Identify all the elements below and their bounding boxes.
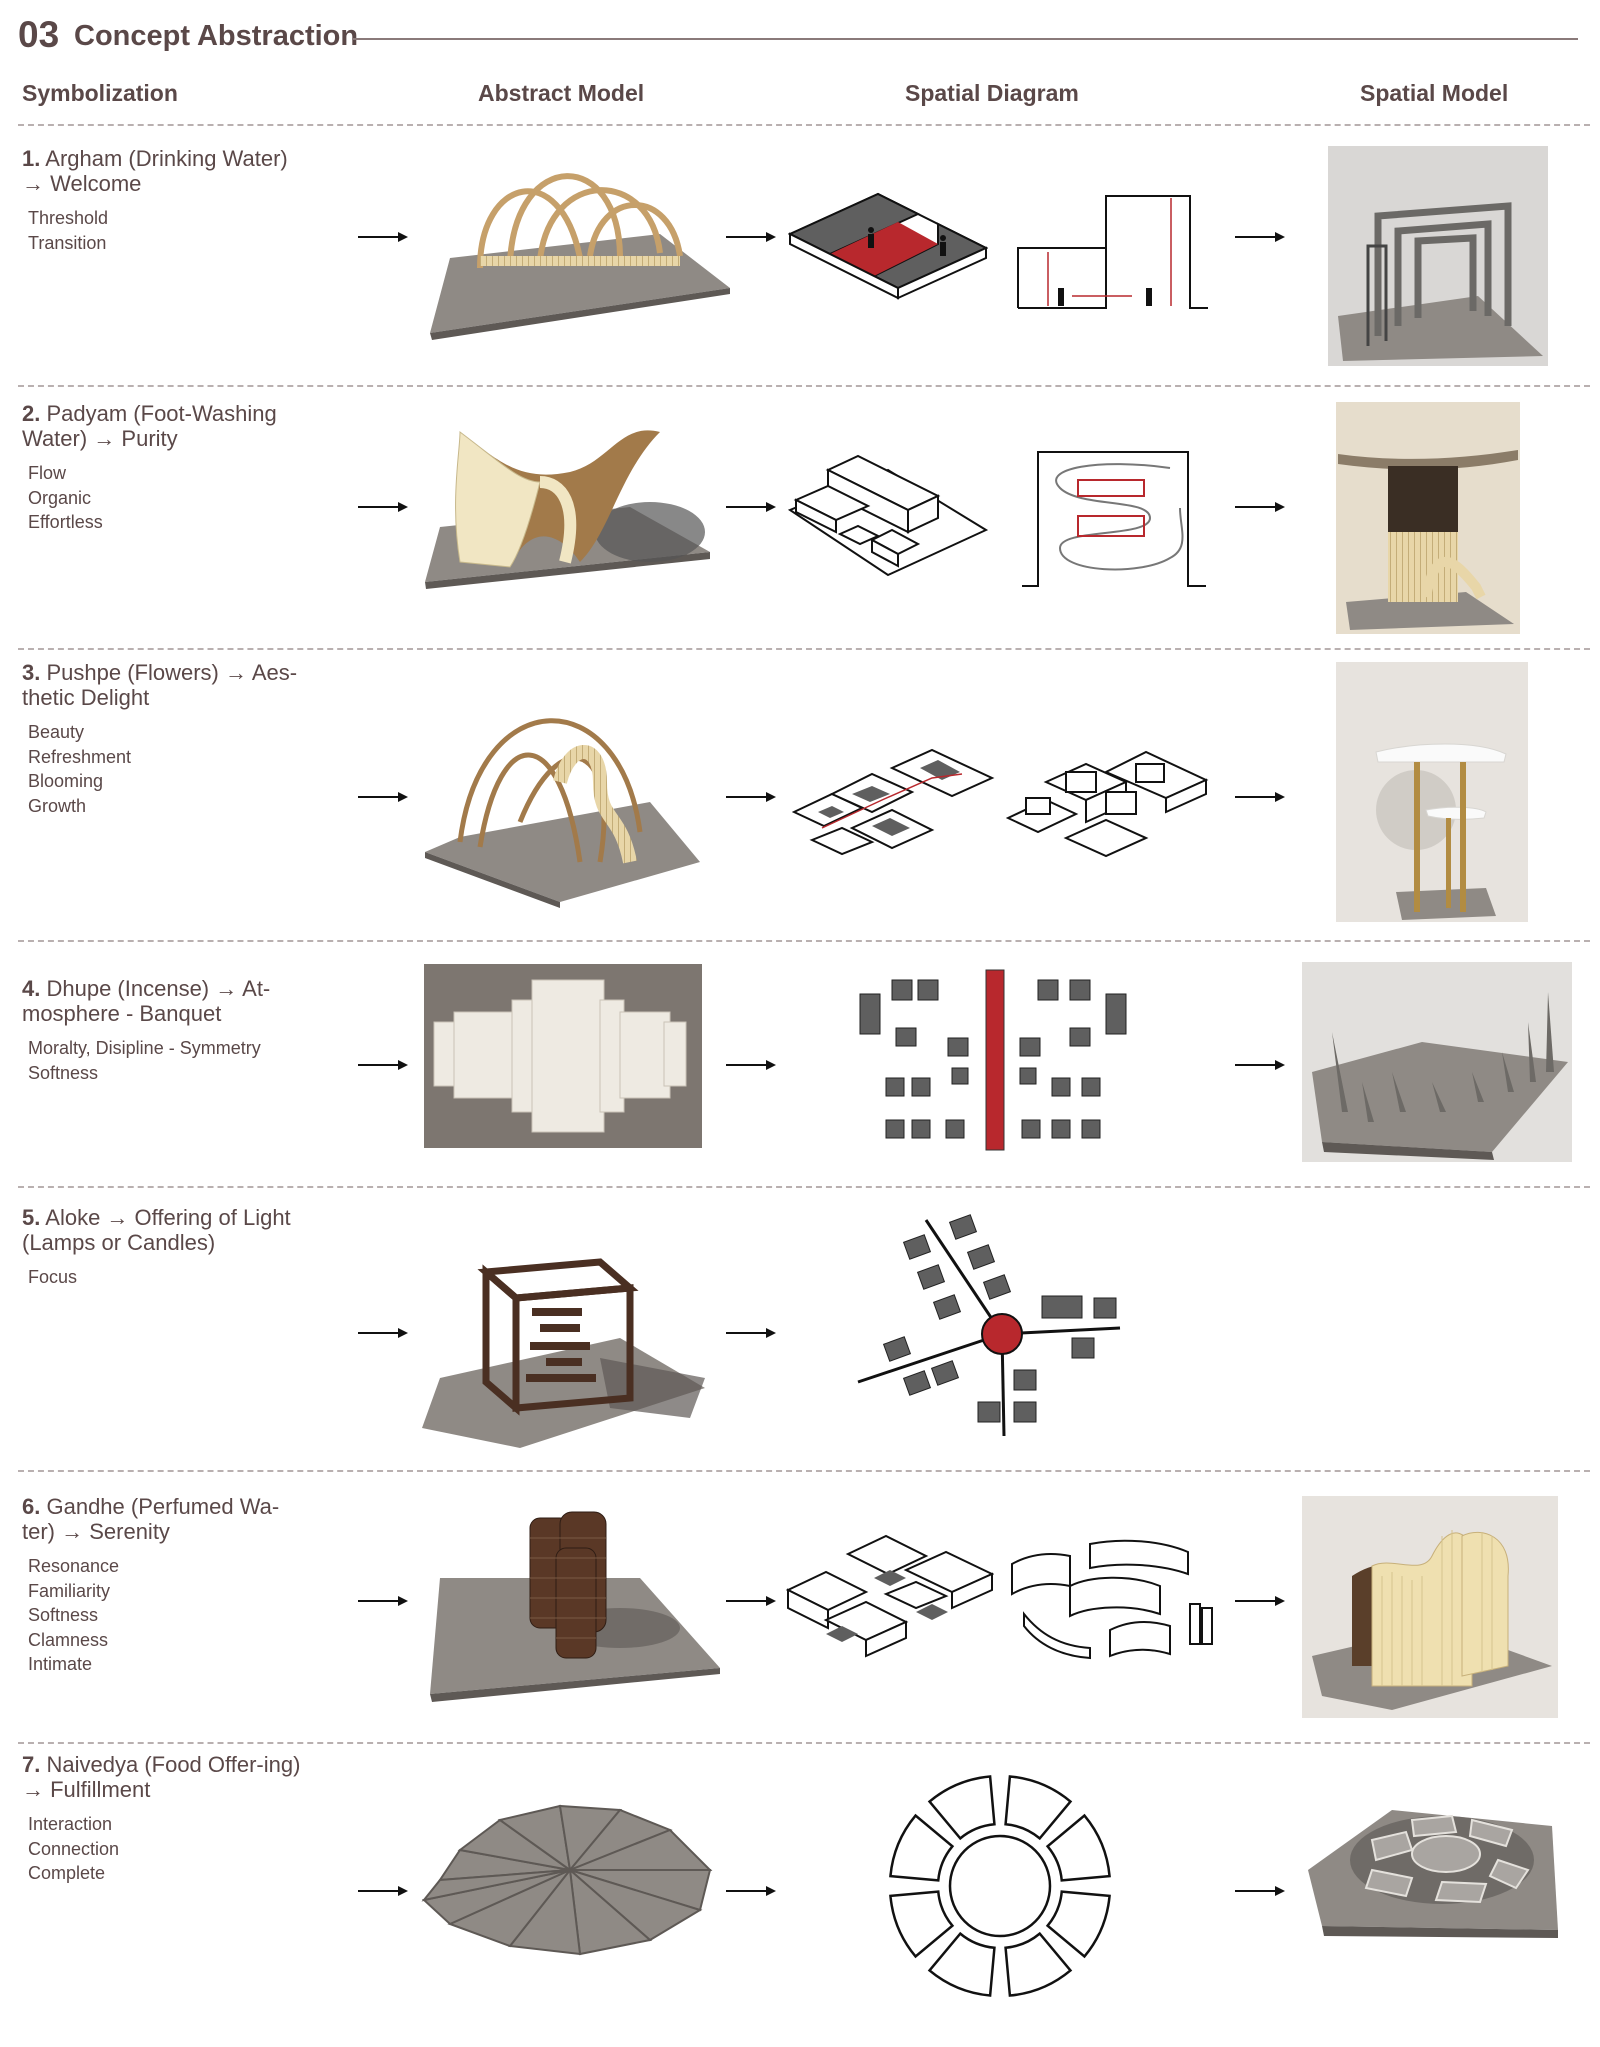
spatial-diagram-iso — [786, 1534, 994, 1664]
abstract-model-image — [420, 1508, 730, 1708]
spatial-model-photo — [1336, 402, 1520, 634]
row-number: 7. — [22, 1752, 41, 1777]
abstract-model-image — [420, 662, 720, 910]
row-tag: Organic — [28, 487, 92, 508]
arrow-icon — [358, 1326, 408, 1340]
row-tag: Growth — [28, 795, 87, 816]
spatial-model-photo — [1336, 662, 1528, 922]
spatial-model-photo — [1328, 146, 1548, 366]
arrow-icon — [726, 790, 776, 804]
header-rule — [352, 38, 1578, 40]
spatial-diagram-section — [1016, 192, 1211, 312]
divider — [18, 1470, 1590, 1472]
arrow-icon — [726, 1058, 776, 1072]
row-tag: Softness — [28, 1062, 99, 1083]
row-tag: Resonance — [28, 1556, 120, 1576]
row-tag: Refreshment — [28, 746, 132, 767]
row-tag: Clamness — [28, 1629, 109, 1650]
row-6-label — [22, 1494, 312, 1677]
spatial-diagram-plan — [856, 966, 1136, 1152]
row-tag: Threshold — [28, 208, 109, 228]
arrow-icon — [726, 1326, 776, 1340]
arrow-icon — [358, 790, 408, 804]
row-tag: Focus — [28, 1267, 78, 1287]
arrow-icon — [1235, 790, 1285, 804]
arrow-icon — [1235, 500, 1285, 514]
row-number: 2. — [22, 401, 41, 426]
row-title: Gandhe (Perfumed Wa-ter) → Serenity — [22, 1494, 280, 1544]
row-5-label — [22, 1205, 312, 1290]
spatial-diagram-iso — [788, 440, 988, 580]
spatial-diagram-curves — [1010, 1534, 1216, 1664]
section-title: Concept Abstraction — [74, 20, 359, 52]
section-number: 03 — [18, 14, 60, 55]
spatial-diagram-iso — [788, 188, 988, 314]
abstract-model-image — [420, 412, 720, 590]
column-header-spatial-diagram: Spatial Diagram — [905, 80, 1079, 106]
divider — [18, 940, 1590, 942]
row-tag: Blooming — [28, 771, 104, 791]
row-number: 6. — [22, 1494, 41, 1519]
row-tag: Intimate — [28, 1654, 93, 1674]
row-tag: Softness — [28, 1605, 99, 1625]
arrow-icon — [358, 1058, 408, 1072]
divider — [18, 648, 1590, 650]
row-2-label — [22, 401, 312, 535]
row-title: Naivedya (Food Offer-ing) → Fulfillment — [22, 1752, 301, 1802]
column-header-symbolization: Symbolization — [22, 80, 178, 106]
spatial-model-photo — [1302, 1496, 1558, 1718]
arrow-icon — [726, 1594, 776, 1608]
row-title: Argham (Drinking Water) → Welcome — [22, 146, 288, 196]
row-tag: Complete — [28, 1863, 106, 1883]
spatial-diagram-radial — [856, 1210, 1126, 1438]
row-7-label — [22, 1752, 312, 1886]
ring-segment — [930, 1934, 995, 1996]
row-number: 3. — [22, 660, 41, 685]
row-tag: Familiarity — [28, 1580, 111, 1601]
row-1-label — [22, 146, 312, 255]
row-title: Padyam (Foot-Washing Water) → Purity — [22, 401, 277, 451]
spatial-diagram-plan-iso — [792, 748, 1000, 858]
ring-segment — [890, 1892, 952, 1957]
ring-segment — [890, 1816, 952, 1881]
arrow-icon — [1235, 230, 1285, 244]
arrow-icon — [1235, 1058, 1285, 1072]
row-4-label — [22, 976, 312, 1085]
row-tag: Flow — [28, 463, 67, 483]
spatial-model-photo — [1302, 1790, 1564, 1946]
divider — [18, 385, 1590, 387]
row-title: Pushpe (Flowers) → Aes-thetic Delight — [22, 660, 298, 710]
arrow-icon — [726, 230, 776, 244]
arrow-icon — [1235, 1884, 1285, 1898]
row-title: Aloke → Offering of Light (Lamps or Candles) — [22, 1205, 291, 1255]
arrow-icon — [726, 1884, 776, 1898]
arrow-icon — [358, 1594, 408, 1608]
spatial-diagram-section — [1020, 448, 1210, 590]
ring-segment — [930, 1776, 995, 1838]
column-header-abstract-model: Abstract Model — [478, 80, 645, 106]
arrow-icon — [358, 1884, 408, 1898]
row-tag: Interaction — [28, 1814, 113, 1834]
ring-segment — [1006, 1934, 1071, 1996]
abstract-model-photo — [424, 964, 702, 1148]
ring-segment — [1048, 1816, 1110, 1881]
abstract-model-image — [420, 1800, 720, 1960]
arrow-icon — [358, 230, 408, 244]
row-3-label — [22, 660, 312, 818]
row-number: 5. — [22, 1205, 41, 1230]
ring-segment — [1006, 1776, 1071, 1838]
divider — [18, 1742, 1590, 1744]
row-tag: Moralty, Disipline - Symmetry — [28, 1038, 261, 1058]
spatial-diagram-massing — [1006, 742, 1214, 860]
row-tag: Transition — [28, 232, 107, 253]
row-number: 1. — [22, 146, 41, 171]
row-title: Dhupe (Incense) → At-mosphere - Banquet — [22, 976, 271, 1026]
spatial-model-photo — [1302, 962, 1572, 1162]
arrow-icon — [358, 500, 408, 514]
row-tag: Effortless — [28, 512, 103, 532]
arrow-icon — [1235, 1594, 1285, 1608]
divider — [18, 124, 1590, 126]
divider — [18, 1186, 1590, 1188]
row-number: 4. — [22, 976, 41, 1001]
spatial-diagram-ring — [888, 1770, 1112, 2002]
abstract-model-image — [420, 1238, 710, 1452]
ring-segment — [1048, 1892, 1110, 1957]
column-header-spatial-model: Spatial Model — [1360, 80, 1509, 106]
row-tag: Connection — [28, 1838, 120, 1859]
row-tag: Beauty — [28, 722, 85, 742]
page-header — [18, 14, 1578, 58]
abstract-model-image — [420, 138, 740, 343]
arrow-icon — [726, 500, 776, 514]
